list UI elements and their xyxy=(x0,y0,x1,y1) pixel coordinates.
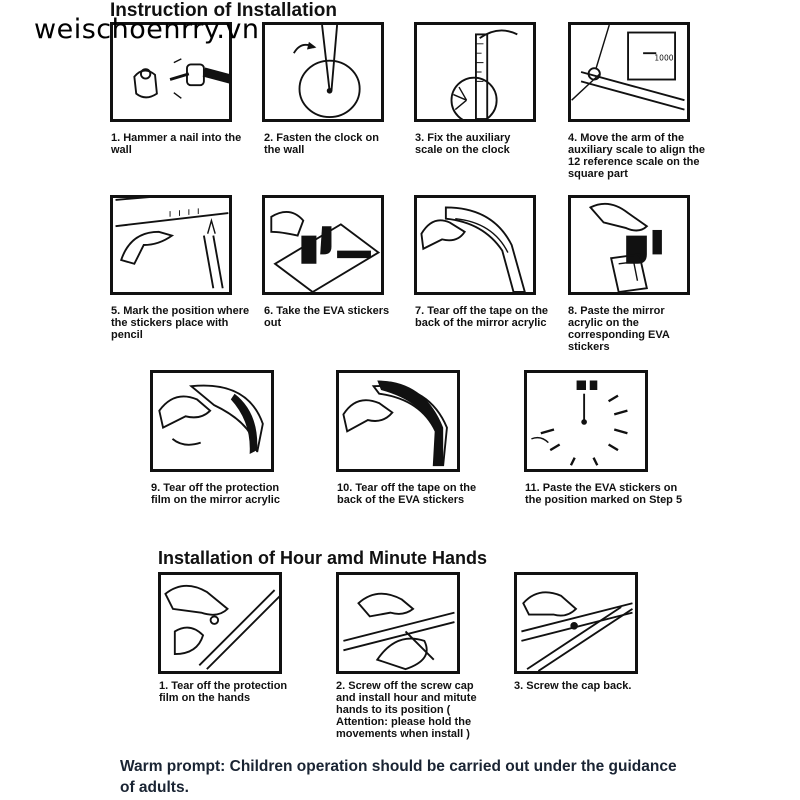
step-6-caption: 6. Take the EVA stickers out xyxy=(264,305,390,329)
step-11-illustration xyxy=(524,370,648,472)
hand-step-2-illustration xyxy=(336,572,460,674)
step-1-caption: 1. Hammer a nail into the wall xyxy=(111,132,242,156)
step-7-illustration xyxy=(414,195,536,295)
watermark: weischoenrry.vn xyxy=(34,14,260,45)
step-3-caption: 3. Fix the auxiliary scale on the clock xyxy=(415,132,511,156)
step-6-illustration xyxy=(262,195,384,295)
installation-title: Instruction of Installation xyxy=(110,0,337,21)
step-9-caption: 9. Tear off the protection film on the mirror acrylic xyxy=(151,482,280,506)
hand-step-2-caption: 2. Screw off the screw cap and install hour and mitute hands to its position ( Attention: please hold the movements when install ) xyxy=(336,680,477,740)
hand-step-3-illustration xyxy=(514,572,638,674)
step-10-illustration xyxy=(336,370,460,472)
svg-text:1000: 1000 xyxy=(654,53,674,63)
hand-step-1-caption: 1. Tear off the protection film on the hands xyxy=(159,680,288,704)
step-2-caption: 2. Fasten the clock on the wall xyxy=(264,132,379,156)
step-10-caption: 10. Tear off the tape on the back of the EVA stickers xyxy=(337,482,477,506)
step-5-illustration xyxy=(110,195,232,295)
hand-step-1-illustration xyxy=(158,572,282,674)
hands-installation-title: Installation of Hour amd Minute Hands xyxy=(158,548,488,568)
hand-step-3-caption: 3. Screw the cap back. xyxy=(514,680,632,692)
step-4-illustration xyxy=(568,22,690,122)
step-5-caption: 5. Mark the position where the stickers place with pencil xyxy=(111,305,250,341)
step-2-illustration xyxy=(262,22,384,122)
step-3-illustration xyxy=(414,22,536,122)
step-11-caption: 11. Paste the EVA stickers on the position marked on Step 5 xyxy=(525,482,683,506)
warm-prompt: Warm prompt: Children operation should be carried out under the guidance of adults. xyxy=(120,758,677,796)
step-7-caption: 7. Tear off the tape on the back of the mirror acrylic xyxy=(415,305,549,329)
step-9-illustration xyxy=(150,370,274,472)
step-8-caption: 8. Paste the mirror acrylic on the corresponding EVA stickers xyxy=(568,305,670,353)
step-8-illustration xyxy=(568,195,690,295)
step-4-caption: 4. Move the arm of the auxiliary scale to align the 12 reference scale on the square part xyxy=(568,132,705,180)
